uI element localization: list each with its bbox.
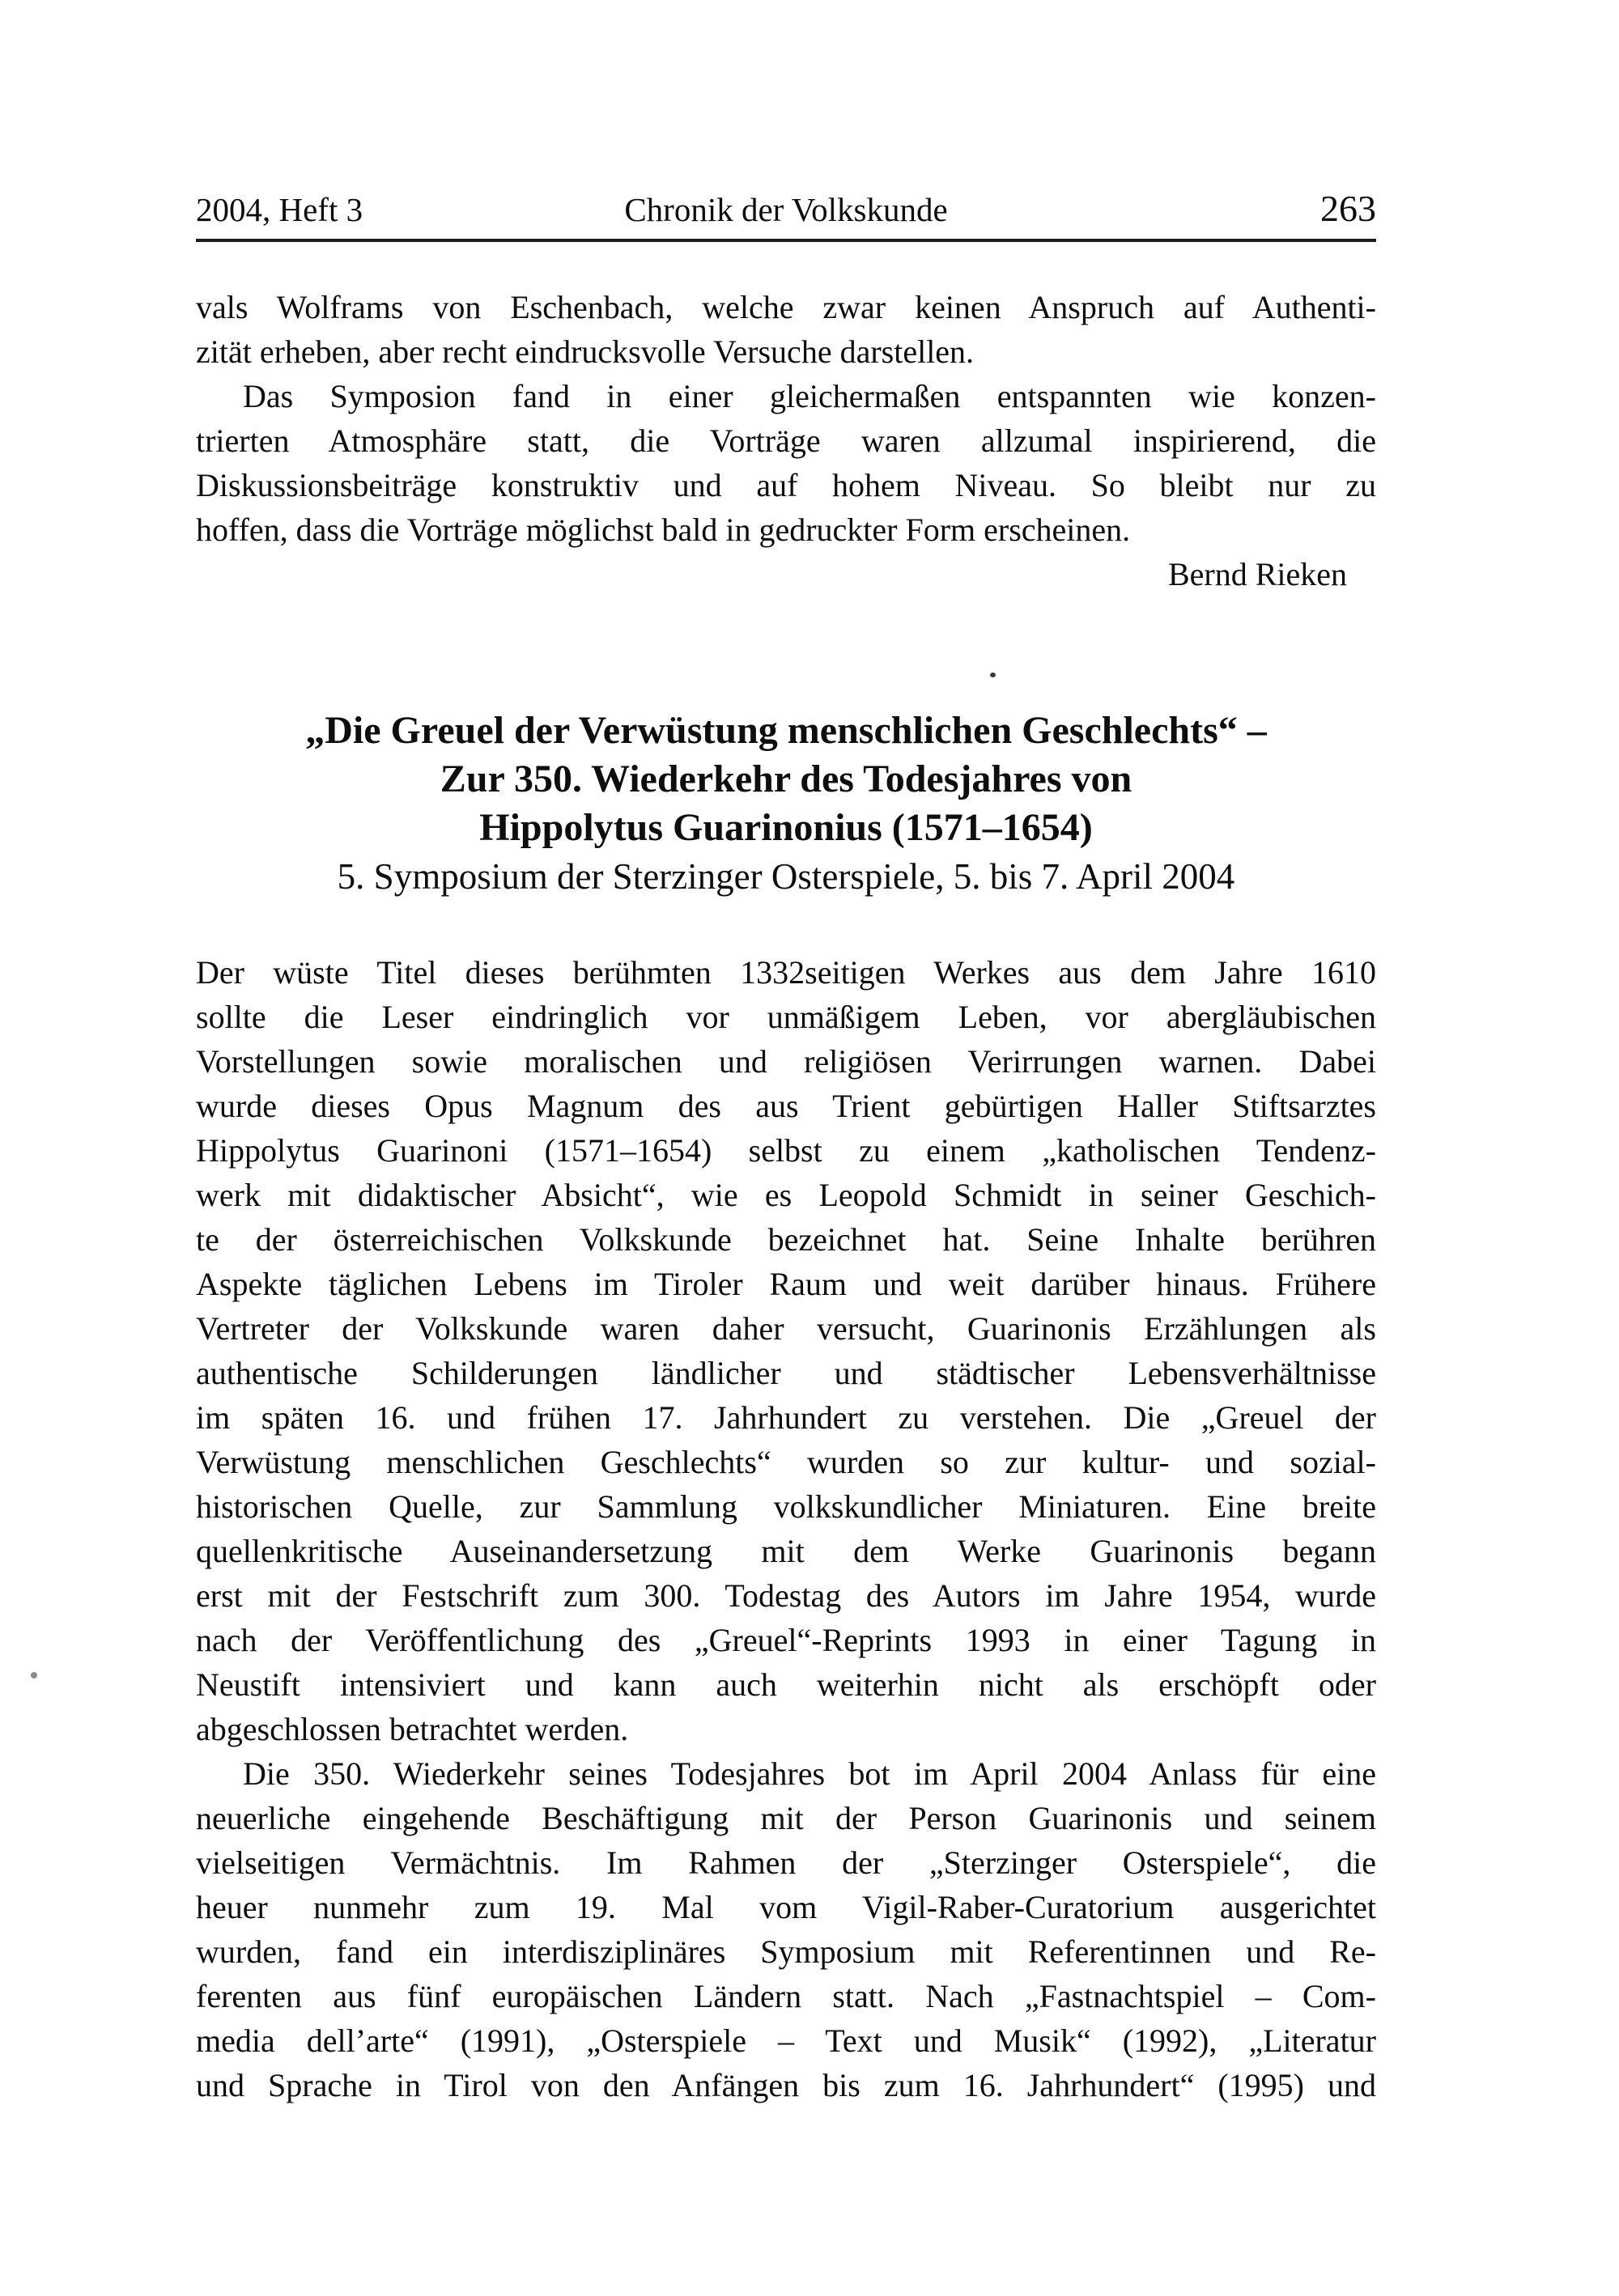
text-line: Hippolytus Guarinoni (1571–1654) selbst zu einem „katholischen Tendenz- xyxy=(196,1132,1376,1169)
text-line: Aspekte täglichen Lebens im Tiroler Raum und weit darüber hinaus. Frühere xyxy=(196,1266,1376,1302)
text-line: im späten 16. und frühen 17. Jahrhundert zu verstehen. Die „Greuel der xyxy=(196,1399,1376,1436)
article-title-lines xyxy=(196,707,1376,852)
text-line: zität erheben, aber recht eindrucksvolle Versuche darstellen. xyxy=(196,333,975,370)
text-line: sollte die Leser eindringlich vor unmäßigem Leben, vor abergläubischen xyxy=(196,999,1376,1035)
scan-speck xyxy=(990,673,996,677)
page-number: 263 xyxy=(1320,188,1376,229)
text-line: heuer nunmehr zum 19. Mal vom Vigil-Raber-Curatorium ausgerichtet xyxy=(196,1889,1376,1925)
author-signature: Bernd Rieken xyxy=(1167,556,1347,592)
text-line: Der wüste Titel dieses berühmten 1332seitigen Werkes aus dem Jahre 1610 xyxy=(196,954,1376,991)
text-line: abgeschlossen betrachtet werden. xyxy=(196,1711,629,1747)
text-line: trierten Atmosphäre statt, die Vorträge waren allzumal inspirierend, die xyxy=(196,422,1376,459)
text-line: authentische Schilderungen ländlicher und städtischer Lebensverhältnisse xyxy=(196,1355,1376,1391)
text-line: nach der Veröffentlichung des „Greuel“-Reprints 1993 in einer Tagung in xyxy=(196,1622,1376,1658)
text-line: werk mit didaktischer Absicht“, wie es Leopold Schmidt in seiner Geschich- xyxy=(196,1177,1376,1213)
text-line: Vertreter der Volkskunde waren daher versucht, Guarinonis Erzählungen als xyxy=(196,1310,1376,1347)
text-line: wurde dieses Opus Magnum des aus Trient gebürtigen Haller Stiftsarztes xyxy=(196,1088,1376,1124)
article-subtitle: 5. Symposium der Sterzinger Osterspiele, 5. bis 7. April 2004 xyxy=(337,856,1235,897)
text-line: vals Wolframs von Eschenbach, welche zwar keinen Anspruch auf Authenti- xyxy=(196,289,1376,325)
text-line: hoffen, dass die Vorträge möglichst bald in gedruckter Form erscheinen. xyxy=(196,511,1131,548)
text-line: wurden, fand ein interdisziplinäres Symposium mit Referentinnen und Re- xyxy=(196,1933,1376,1970)
text-line: und Sprache in Tirol von den Anfängen bis zum 16. Jahrhundert“ (1995) und xyxy=(196,2067,1376,2103)
journal-title: Chronik der Volkskunde xyxy=(624,191,948,228)
article-heading xyxy=(196,707,1376,901)
article-body xyxy=(196,950,1376,2107)
text-line: neuerliche eingehende Beschäftigung mit der Person Guarinonis und seinem xyxy=(196,1800,1376,1836)
text-line: ferenten aus fünf europäischen Ländern statt. Nach „Fastnachtspiel – Com- xyxy=(196,1978,1376,2014)
text-line: te der österreichischen Volkskunde bezeichnet hat. Seine Inhalte berühren xyxy=(196,1221,1376,1258)
text-line: Die 350. Wiederkehr seines Todesjahres bot im April 2004 Anlass für eine xyxy=(243,1755,1376,1792)
page-header xyxy=(196,190,1376,228)
article-paragraph-2 xyxy=(196,1751,1376,2107)
text-line: Verwüstung menschlichen Geschlechts“ wurden so zur kultur- und sozial- xyxy=(196,1444,1376,1480)
text-line: erst mit der Festschrift zum 300. Todestag des Autors im Jahre 1954, wurde xyxy=(196,1577,1376,1614)
scan-speck xyxy=(31,1672,37,1678)
article-title-line: Hippolytus Guarinonius (1571–1654) xyxy=(479,806,1093,849)
intro-paragraphs xyxy=(196,285,1376,596)
text-line: Diskussionsbeiträge konstruktiv und auf hohem Niveau. So bleibt nur zu xyxy=(196,467,1376,503)
text-line: historischen Quelle, zur Sammlung volkskundlicher Miniaturen. Eine breite xyxy=(196,1488,1376,1525)
text-line: Das Symposion fand in einer gleichermaßen entspannten wie konzen- xyxy=(243,378,1376,414)
article-title-line: Zur 350. Wiederkehr des Todesjahres von xyxy=(440,758,1132,800)
text-line: Neustift intensiviert und kann auch weiterhin nicht als erschöpft oder xyxy=(196,1666,1376,1703)
text-line: Vorstellungen sowie moralischen und religiösen Verirrungen warnen. Dabei xyxy=(196,1043,1376,1080)
intro-lines xyxy=(196,285,1376,552)
text-line: media dell’arte“ (1991), „Osterspiele – Text und Musik“ (1992), „Literatur xyxy=(196,2022,1376,2059)
text-line: quellenkritische Auseinandersetzung mit dem Werke Guarinonis begann xyxy=(196,1533,1376,1569)
header-rule xyxy=(196,239,1376,242)
article-title-line: „Die Greuel der Verwüstung menschlichen Geschlechts“ – xyxy=(305,709,1267,752)
issue-label: 2004, Heft 3 xyxy=(196,191,363,228)
article-paragraph-1 xyxy=(196,950,1376,1751)
text-line: vielseitigen Vermächtnis. Im Rahmen der „Sterzinger Osterspiele“, die xyxy=(196,1844,1376,1881)
